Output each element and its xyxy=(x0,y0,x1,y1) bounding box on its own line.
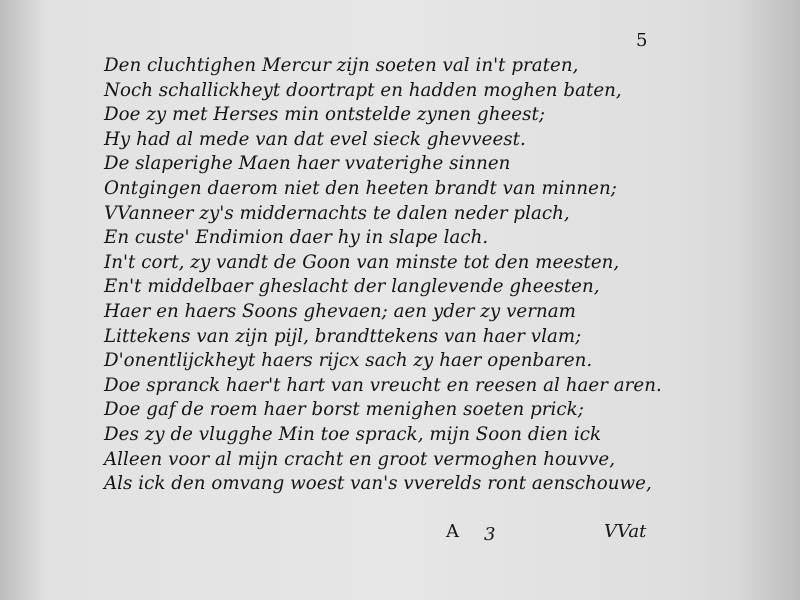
verse-line: En't middelbaer gheslacht der langlevende gheesten, xyxy=(104,276,600,298)
verse-line: Ontgingen daerom niet den heeten brandt van minnen; xyxy=(104,177,617,199)
catchword: VVat xyxy=(604,521,647,542)
page-number: 5 xyxy=(636,30,648,51)
verse-line: VVanneer zy's middernachts te dalen neder plach, xyxy=(104,202,570,224)
page-shadow xyxy=(670,0,800,600)
verse-line: Haer en haers Soons ghevaen; aen yder zy vernam xyxy=(104,300,576,322)
folio-number: 3 xyxy=(484,524,496,545)
verse-line: Den cluchtighen Mercur zijn soeten val in't praten, xyxy=(104,55,579,76)
verse-line: Als ick den omvang woest van's vverelds ront aenschouwe, xyxy=(104,473,652,495)
verse-line: Doe spranck haer't hart van vreucht en reesen al haer aren. xyxy=(104,374,662,396)
verse-line: D'onentlijckheyt haers rijcx sach zy haer openbaren. xyxy=(104,350,593,372)
verse-line: Noch schallickheyt doortrapt en hadden moghen baten, xyxy=(104,79,622,101)
verse-line: In't cort, zy vandt de Goon van minste tot den meesten, xyxy=(104,251,620,273)
signature-mark: A xyxy=(446,521,459,542)
verse-line: De slaperighe Maen haer vvaterighe sinnen xyxy=(104,153,511,175)
verse-line: Alleen voor al mijn cracht en groot vermoghen houvve, xyxy=(104,448,616,470)
verse-line: Hy had al mede van dat evel sieck ghevveest. xyxy=(104,128,526,150)
verse-line: Littekens van zijn pijl, brandttekens van haer vlam; xyxy=(104,325,582,347)
verse-block xyxy=(104,54,664,497)
verse-line: En custe' Endimion daer hy in slape lach. xyxy=(104,227,489,249)
verse-line: Des zy de vlugghe Min toe sprack, mijn Soon dien ick xyxy=(104,423,602,445)
verse-line: Doe zy met Herses min ontstelde zynen gheest; xyxy=(104,104,546,126)
verse-line: Doe gaf de roem haer borst menighen soeten prick; xyxy=(104,399,584,421)
